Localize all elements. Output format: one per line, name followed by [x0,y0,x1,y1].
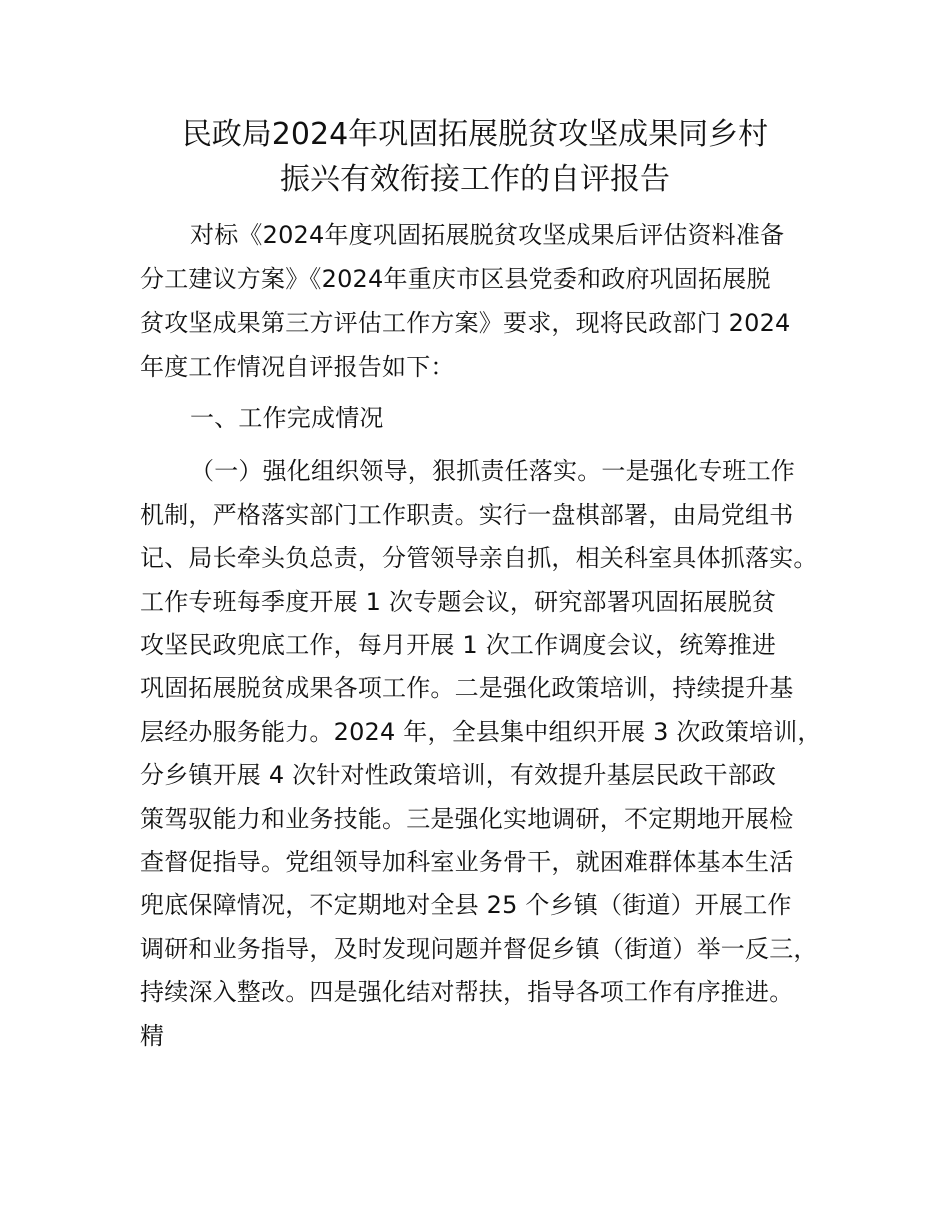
document-title-line-1: 民政局2024年巩固拓展脱贫攻坚成果同乡村 [181,117,769,152]
intro-line: 对标《2024年度巩固拓展脱贫攻坚成果后评估资料准备 [190,221,785,249]
paragraph-line: 兜底保障情况，不定期地对全县 25 个乡镇（街道）开展工作 [140,891,792,919]
paragraph-line: 工作专班每季度开展 1 次专题会议，研究部署巩固拓展脱贫 [140,588,777,616]
paragraph-line: 精 [140,1022,165,1050]
section-heading: 一、工作完成情况 [190,404,384,432]
intro-line: 贫攻坚成果第三方评估工作方案》要求，现将民政部门 2024 [140,309,791,337]
paragraph-line: 查督促指导。党组领导加科室业务骨干，就困难群体基本生活 [140,848,794,876]
paragraph-line: （一）强化组织领导，狠抓责任落实。一是强化专班工作 [190,457,795,485]
paragraph-line: 巩固拓展脱贫成果各项工作。二是强化政策培训，持续提升基 [140,674,794,702]
paragraph-line: 机制，严格落实部门工作职责。实行一盘棋部署，由局党组书 [140,501,794,529]
paragraph-line: 调研和业务指导，及时发现问题并督促乡镇（街道）举一反三， [140,935,818,963]
paragraph-line: 记、局长牵头负总责，分管领导亲自抓，相关科室具体抓落实。 [140,544,818,572]
paragraph-line: 持续深入整改。四是强化结对帮扶，指导各项工作有序推进。 [140,978,794,1006]
paragraph-line: 层经办服务能力。2024 年，全县集中组织开展 3 次政策培训， [140,718,822,746]
paragraph-line: 策驾驭能力和业务技能。三是强化实地调研，不定期地开展检 [140,805,794,833]
paragraph-line: 分乡镇开展 4 次针对性政策培训，有效提升基层民政干部政 [140,761,777,789]
document-title-line-2: 振兴有效衔接工作的自评报告 [280,162,670,197]
intro-line: 分工建议方案》《2024年重庆市区县党委和政府巩固拓展脱 [140,265,771,293]
paragraph-line: 攻坚民政兜底工作，每月开展 1 次工作调度会议，统筹推进 [140,631,777,659]
intro-line: 年度工作情况自评报告如下： [140,353,455,381]
